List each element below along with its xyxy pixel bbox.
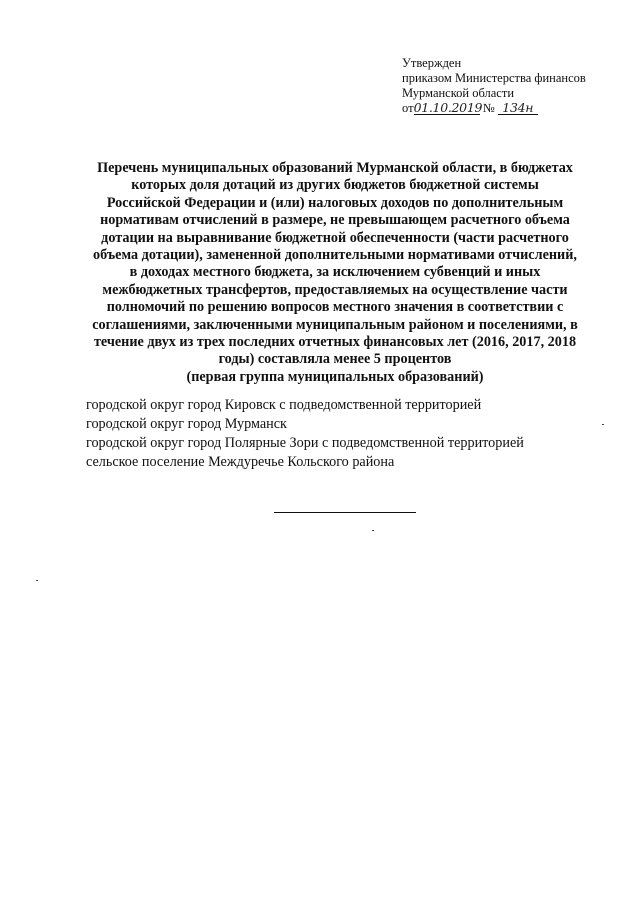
handwritten-number: [498, 102, 538, 115]
approval-line-approved: Утвержден: [402, 56, 462, 70]
municipality-item: сельское поселение Междуречье Кольского района: [86, 454, 395, 470]
approval-line-region: Мурманской области: [402, 86, 515, 100]
number-label: №: [482, 101, 495, 115]
title-line: которых доля дотаций из других бюджетов бюджетной системы: [131, 177, 539, 194]
title-line: полномочий по решению вопросов местного значения в соответствии с: [106, 299, 564, 316]
municipality-list: [86, 396, 524, 472]
date-prefix: от: [402, 101, 414, 115]
scan-speck: [36, 580, 38, 581]
title-line: соглашениями, заключенными муниципальным районом и поселениями, в: [92, 316, 578, 333]
title-line: Перечень муниципальных образований Мурманской области, в бюджетах: [97, 160, 573, 176]
title-line: межбюджетных трансфертов, предоставляемых на осуществление части: [102, 281, 568, 298]
document-title: [70, 160, 600, 386]
municipality-item: городской округ город Полярные Зори с подведомственной территорией: [86, 435, 524, 451]
title-line: объема дотации), замененной дополнительными нормативами отчислений,: [93, 247, 577, 264]
end-divider-line: [274, 512, 416, 513]
title-line: годы) составляла менее 5 процентов: [218, 351, 452, 368]
approval-date-line: [402, 101, 622, 116]
title-subtitle: (первая группа муниципальных образований): [186, 368, 484, 385]
date-value: 01.10.2019: [413, 100, 483, 115]
municipality-item: городской округ город Кировск с подведомственной территорией: [86, 397, 482, 413]
scan-speck: [372, 530, 374, 531]
title-line: дотации на выравнивание бюджетной обеспеченности (части расчетного: [101, 229, 569, 246]
approval-block: [402, 56, 622, 116]
municipality-item: городской округ город Мурманск: [86, 416, 287, 432]
title-line: нормативам отчислений в размере, не превышающем расчетного объема: [100, 212, 570, 229]
number-value: 134н: [502, 100, 534, 115]
scan-speck: [602, 424, 604, 425]
handwritten-date: [413, 100, 483, 115]
title-line: течение двух из трех последних отчетных финансовых лет (2016, 2017, 2018: [93, 334, 577, 351]
title-line: в доходах местного бюджета, за исключением субвенций и иных: [129, 264, 541, 281]
approval-line-order: приказом Министерства финансов: [402, 71, 586, 85]
title-line: Российской Федерации и (или) налоговых доходов по дополнительным: [106, 194, 564, 211]
